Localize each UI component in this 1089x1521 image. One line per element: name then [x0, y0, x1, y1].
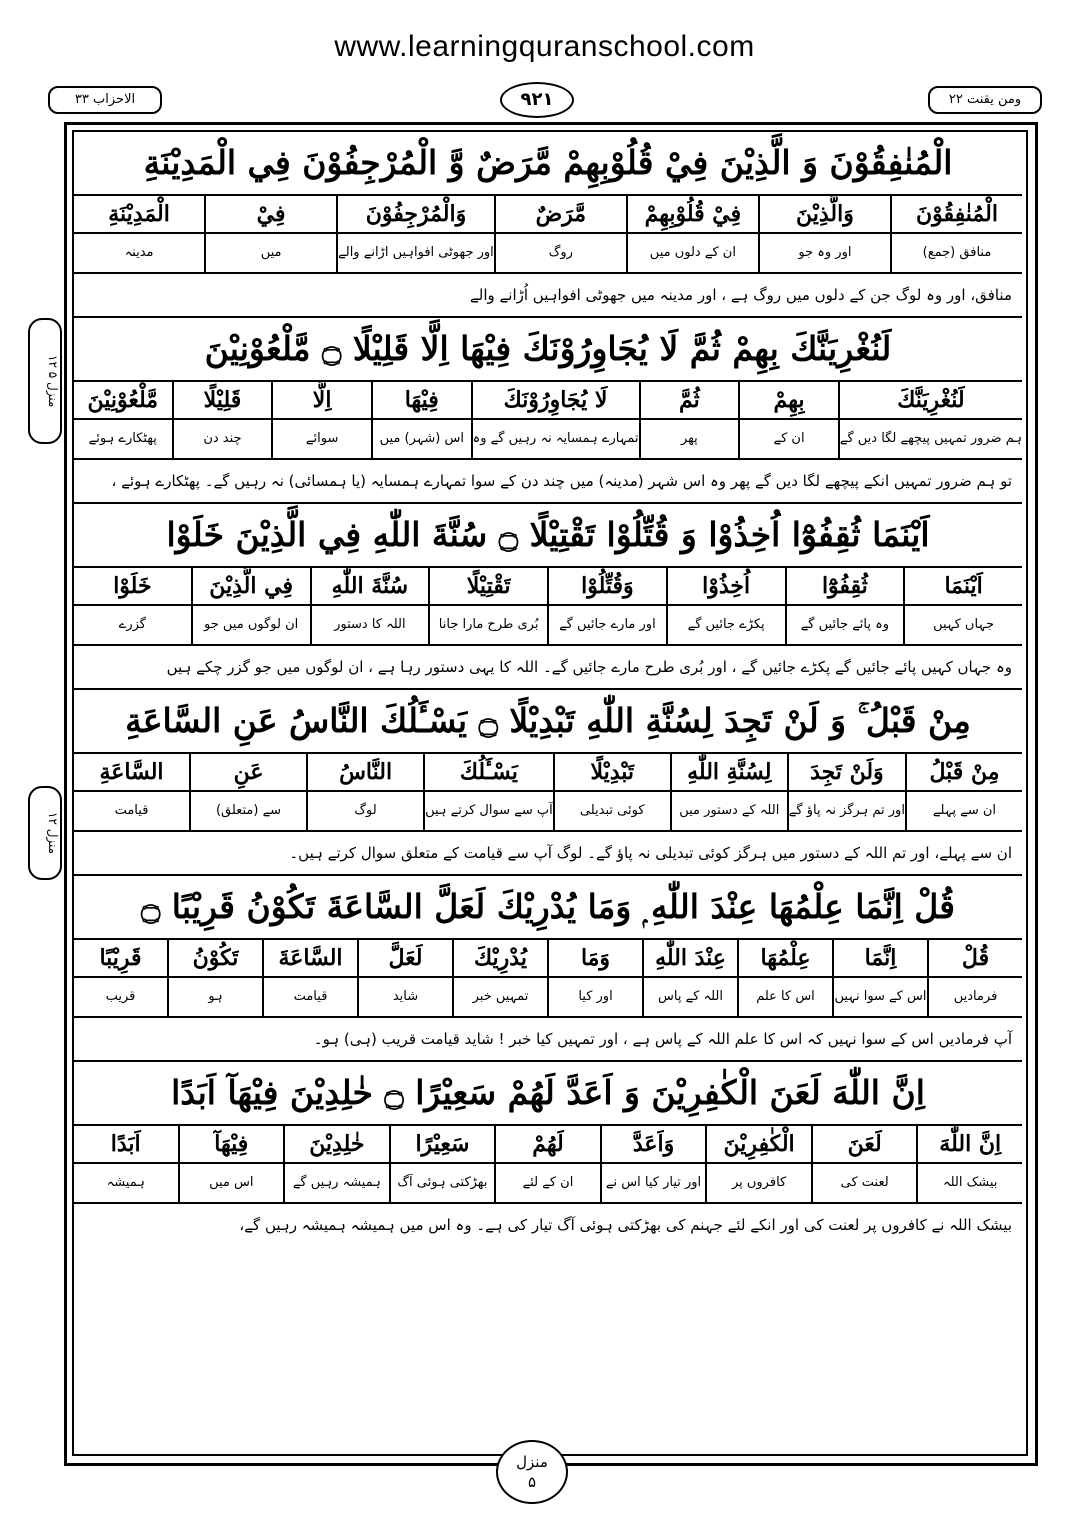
arabic-word: سَعِيْرًا [391, 1126, 495, 1164]
word-column [428, 568, 547, 644]
arabic-verse-line: اِنَّ اللّٰهَ لَعَنَ الْكٰفِرِيْنَ وَ اَعَدَّ لَهُمْ سَعِيْرًا ۝ خٰلِدِيْنَ فِيْهَآ اَبَدًا [74, 1062, 1022, 1126]
word-by-word-table [74, 940, 1022, 1018]
word-column [452, 940, 547, 1016]
word-column [172, 382, 272, 458]
arabic-word: لَعَنَ [813, 1126, 917, 1164]
word-column [547, 940, 642, 1016]
word-column [903, 568, 1022, 644]
arabic-word: عِنْدَ اللّٰهِ [644, 940, 737, 978]
arabic-word: وَالْمُرْجِفُوْنَ [338, 196, 494, 234]
arabic-word: قَرِيْبًا [74, 940, 167, 978]
word-column [310, 568, 429, 644]
site-url[interactable]: www.learningquranschool.com [334, 30, 755, 63]
word-column [916, 1126, 1022, 1202]
urdu-translation-line: تو ہم ضرور تمہیں انکے پیچھے لگا دیں گے پھر وہ اس شہر (مدینہ) میں چند دن کے سوا تمہارے ہمسایہ (یا ہمسائی) نہ رہیں گے۔ پھٹکارے ہوئے ، [111, 472, 1012, 490]
word-column [494, 1126, 600, 1202]
arabic-word: لَنُغْرِيَنَّكَ [840, 382, 1022, 420]
urdu-word-meaning: لعنت کی [840, 1175, 889, 1190]
word-by-word-table [74, 568, 1022, 646]
urdu-word-meaning: اس کا علم [756, 989, 815, 1004]
arabic-word: خَلَوْا [74, 568, 191, 606]
arabic-word: السَّاعَةَ [264, 940, 357, 978]
urdu-word-meaning: تمہارے ہمسایہ نہ رہیں گے وہ [472, 431, 639, 446]
urdu-word-meaning: ہمیشہ رہیں گے [292, 1175, 381, 1190]
arabic-word: وَلَنْ تَجِدَ [789, 754, 905, 792]
urdu-word-meaning: منافق (جمع) [922, 245, 992, 260]
surah-name-label: الاحزاب ۳۳ [48, 86, 162, 114]
urdu-word-meaning: ان کے لئے [522, 1175, 574, 1190]
word-column [423, 754, 553, 830]
arabic-word: لَهُمْ [496, 1126, 600, 1164]
word-column [389, 1126, 495, 1202]
urdu-word-meaning: ان کے دلوں میں [649, 245, 736, 260]
urdu-translation-line: وہ جہاں کہیں پائے جائیں گے پکڑے جائیں گے ، اور بُری طرح مارے جائیں گے۔ اللہ کا یہی دستور رہا ہے ، ان لوگوں میں جو گزر چکے ہیں [166, 658, 1012, 676]
urdu-word-meaning: جہاں کہیں [933, 617, 995, 632]
arabic-word: فِيْهَا [373, 382, 471, 420]
arabic-word: اَبَدًا [74, 1126, 178, 1164]
word-column [738, 382, 838, 458]
arabic-word: قَلِيْلًا [174, 382, 272, 420]
arabic-word: الْكٰفِرِيْنَ [707, 1126, 811, 1164]
word-column [758, 196, 890, 272]
word-column [306, 754, 423, 830]
word-column [191, 568, 310, 644]
urdu-word-meaning: ان لوگوں میں جو [204, 617, 299, 632]
manzil-number: ۵ [527, 1473, 537, 1491]
urdu-word-meaning: اور وہ جو [798, 245, 852, 260]
urdu-translation-line: ان سے پہلے، اور تم اللہ کے دستور میں ہرگز کوئی تبدیلی نہ پاؤ گے۔ لوگ آپ سے قیامت کے متعلق سوال کرتے ہیں۔ [289, 844, 1012, 862]
urdu-word-meaning: پھر [680, 431, 698, 446]
word-by-word-table [74, 754, 1022, 832]
urdu-word-meaning: قریب [105, 989, 136, 1004]
word-column [271, 382, 371, 458]
urdu-word-meaning: ان کے [773, 431, 805, 446]
word-column [838, 382, 1022, 458]
verse-section [74, 504, 1022, 690]
urdu-word-meaning: چند دن [203, 431, 242, 446]
arabic-word: وَمَا [549, 940, 642, 978]
urdu-word-meaning: اللہ کے دستور میں [679, 803, 780, 818]
arabic-word: وَقُتِّلُوْا [549, 568, 666, 606]
arabic-word: وَالَّذِيْنَ [760, 196, 890, 234]
word-column [189, 754, 306, 830]
word-column [670, 754, 787, 830]
verse-section [74, 132, 1022, 318]
word-column [642, 940, 737, 1016]
arabic-word: مَّلْعُوْنِيْنَ [74, 382, 172, 420]
urdu-word-meaning: ہو [208, 989, 223, 1004]
urdu-word-meaning: وہ پائے جائیں گے [800, 617, 890, 632]
urdu-word-meaning: اور تیار کیا اس نے [605, 1175, 702, 1190]
arabic-word: فِيْ قُلُوْبِهِمْ [628, 196, 758, 234]
urdu-word-meaning: ان سے پہلے [932, 803, 997, 818]
word-column [204, 196, 336, 272]
urdu-word-meaning: ہم ضرور تمہیں پیچھے لگا دیں گے [839, 431, 1022, 446]
word-column [471, 382, 639, 458]
urdu-translation-line: منافق، اور وہ لوگ جن کے دلوں میں روگ ہے ، اور مدینہ میں جھوٹی افواہیں اُڑانے والے [469, 286, 1012, 304]
arabic-word: فِيْ [206, 196, 336, 234]
arabic-word: تَبْدِيْلًا [555, 754, 670, 792]
word-column [553, 754, 670, 830]
word-column [178, 1126, 284, 1202]
arabic-word: ثُمَّ [641, 382, 739, 420]
verse-section [74, 318, 1022, 504]
urdu-word-meaning: پکڑے جائیں گے [687, 617, 765, 632]
urdu-word-meaning: بھڑکتی ہوئی آگ [397, 1175, 488, 1190]
arabic-word: الْمُنٰفِقُوْنَ [892, 196, 1022, 234]
arabic-word: سُنَّةَ اللّٰهِ [312, 568, 429, 606]
juz-name-label: ومن يقنت ۲۲ [928, 86, 1042, 114]
arabic-word: لَا يُجَاوِرُوْنَكَ [473, 382, 639, 420]
word-column [639, 382, 739, 458]
word-column [785, 568, 904, 644]
urdu-word-meaning: آپ سے سوال کرتے ہیں [425, 803, 553, 818]
urdu-word-meaning: اللہ کے پاس [657, 989, 723, 1004]
verse-section [74, 1062, 1022, 1246]
urdu-word-meaning: فرمادیں [953, 989, 998, 1004]
side-marker-top: منزل ۵ ۱۲ [28, 318, 62, 444]
arabic-word: يُدْرِيْكَ [454, 940, 547, 978]
word-column [787, 754, 905, 830]
arabic-word: بِهِمْ [740, 382, 838, 420]
urdu-word-meaning: تمہیں خبر [472, 989, 529, 1004]
urdu-word-meaning: اس کے سوا نہیں [834, 989, 927, 1004]
verse-section [74, 876, 1022, 1062]
arabic-word: اُخِذُوْا [668, 568, 785, 606]
urdu-word-meaning: روگ [548, 245, 573, 260]
word-column [600, 1126, 706, 1202]
word-column [357, 940, 452, 1016]
arabic-word: النَّاسُ [308, 754, 423, 792]
word-by-word-table [74, 196, 1022, 274]
manzil-label: منزل [516, 1453, 548, 1471]
word-by-word-table [74, 382, 1022, 460]
urdu-word-meaning: اللہ کا دستور [334, 617, 406, 632]
arabic-verse-line: لَنُغْرِيَنَّكَ بِهِمْ ثُمَّ لَا يُجَاوِرُوْنَكَ فِيْهَا اِلَّا قَلِيْلًا ۝ مَّلْعُوْنِيْنَ [74, 318, 1022, 382]
word-column [927, 940, 1022, 1016]
arabic-word: عَنِ [191, 754, 306, 792]
word-column [832, 940, 927, 1016]
arabic-verse-line: اَيْنَمَا ثُقِفُوْٓا اُخِذُوْا وَ قُتِّلُوْا تَقْتِيْلًا ۝ سُنَّةَ اللّٰهِ فِي الَّذِيْنَ خَلَوْا [74, 504, 1022, 568]
verse-section [74, 690, 1022, 876]
word-column [905, 754, 1022, 830]
urdu-word-meaning: ہمیشہ [106, 1175, 145, 1190]
word-column [283, 1126, 389, 1202]
arabic-word: اِلَّا [273, 382, 371, 420]
arabic-verse-line: الْمُنٰفِقُوْنَ وَ الَّذِيْنَ فِيْ قُلُوْبِهِمْ مَّرَضٌ وَّ الْمُرْجِفُوْنَ فِي الْمَدِيْنَةِ [74, 132, 1022, 196]
word-column [705, 1126, 811, 1202]
urdu-word-meaning: کافروں پر [731, 1175, 787, 1190]
urdu-word-meaning: بُری طرح مارا جانا [438, 617, 539, 632]
word-by-word-table [74, 1126, 1022, 1204]
urdu-word-meaning: گزرے [118, 617, 146, 632]
urdu-word-meaning: بیشک اللہ [943, 1175, 998, 1190]
urdu-word-meaning: شاید [392, 989, 419, 1004]
verses-container [74, 132, 1022, 1246]
word-column [890, 196, 1022, 272]
word-column [262, 940, 357, 1016]
arabic-word: اِنَّ اللّٰهَ [918, 1126, 1022, 1164]
arabic-word: يَسْـَٔلُكَ [425, 754, 553, 792]
urdu-word-meaning: اور جھوٹی افواہیں اڑانے والے [338, 245, 494, 260]
urdu-word-meaning: اس میں [209, 1175, 254, 1190]
arabic-word: عِلْمُهَا [739, 940, 832, 978]
word-column [626, 196, 758, 272]
urdu-word-meaning: اور مارے جائیں گے [559, 617, 656, 632]
urdu-word-meaning: لوگ [354, 803, 377, 818]
word-column [371, 382, 471, 458]
urdu-word-meaning: اور تم ہرگز نہ پاؤ گے [788, 803, 905, 818]
arabic-word: قُلْ [929, 940, 1022, 978]
arabic-word: تَكُوْنُ [169, 940, 262, 978]
word-column [666, 568, 785, 644]
arabic-word: اِنَّمَا [834, 940, 927, 978]
arabic-word: فِيْهَآ [180, 1126, 284, 1164]
word-column [336, 196, 494, 272]
word-column [547, 568, 666, 644]
arabic-word: السَّاعَةِ [74, 754, 189, 792]
arabic-word: لَعَلَّ [359, 940, 452, 978]
arabic-word: ثُقِفُوْٓا [787, 568, 904, 606]
urdu-word-meaning: اور کیا [578, 989, 613, 1004]
page-number: ۹۲۱ [500, 82, 574, 118]
word-column [74, 940, 167, 1016]
urdu-word-meaning: سے (متعلق) [215, 803, 282, 818]
urdu-word-meaning: قیامت [293, 989, 328, 1004]
side-marker-bottom: منزل ۱۲ [28, 786, 62, 880]
arabic-word: خٰلِدِيْنَ [285, 1126, 389, 1164]
urdu-translation-line: بیشک اللہ نے کافروں پر لعنت کی اور انکے لئے جہنم کی بھڑکتی ہوئی آگ تیار کی ہے۔ وہ اس میں ہمیشہ ہمیشہ رہیں گے، [239, 1216, 1012, 1234]
word-column [494, 196, 626, 272]
arabic-verse-line: مِنْ قَبْلُ ۚ وَ لَنْ تَجِدَ لِسُنَّةِ اللّٰهِ تَبْدِيْلًا ۝ يَسْـَٔلُكَ النَّاسُ عَنِ السَّاعَةِ [74, 690, 1022, 754]
word-column [74, 1126, 178, 1202]
arabic-word: فِي الَّذِيْنَ [193, 568, 310, 606]
word-column [74, 196, 204, 272]
manzil-badge [496, 1440, 568, 1504]
arabic-word: اَيْنَمَا [905, 568, 1022, 606]
urdu-word-meaning: کوئی تبدیلی [579, 803, 645, 818]
urdu-word-meaning: اس (شہر) میں [379, 431, 464, 446]
urdu-word-meaning: میں [260, 245, 282, 260]
word-column [167, 940, 262, 1016]
arabic-word: لِسُنَّةِ اللّٰهِ [672, 754, 787, 792]
arabic-word: وَاَعَدَّ [602, 1126, 706, 1164]
word-column [811, 1126, 917, 1202]
word-column [74, 382, 172, 458]
word-column [737, 940, 832, 1016]
urdu-word-meaning: سوائے [305, 431, 339, 446]
word-column [74, 568, 191, 644]
arabic-verse-line: قُلْ اِنَّمَا عِلْمُهَا عِنْدَ اللّٰهِ ۭ وَمَا يُدْرِيْكَ لَعَلَّ السَّاعَةَ تَكُوْنُ قَرِيْبًا ۝ [74, 876, 1022, 940]
urdu-word-meaning: مدینہ [124, 245, 154, 260]
arabic-word: تَقْتِيْلًا [430, 568, 547, 606]
arabic-word: مَّرَضٌ [496, 196, 626, 234]
word-column [74, 754, 189, 830]
urdu-translation-line: آپ فرمادیں اس کے سوا نہیں کہ اس کا علم اللہ کے پاس ہے ، اور تمہیں کیا خبر ! شاید قیامت قریب (ہی) ہو۔ [313, 1030, 1012, 1048]
urdu-word-meaning: پھٹکارے ہوئے [88, 431, 157, 446]
arabic-word: الْمَدِيْنَةِ [74, 196, 204, 234]
urdu-word-meaning: قیامت [114, 803, 149, 818]
arabic-word: مِنْ قَبْلُ [907, 754, 1022, 792]
